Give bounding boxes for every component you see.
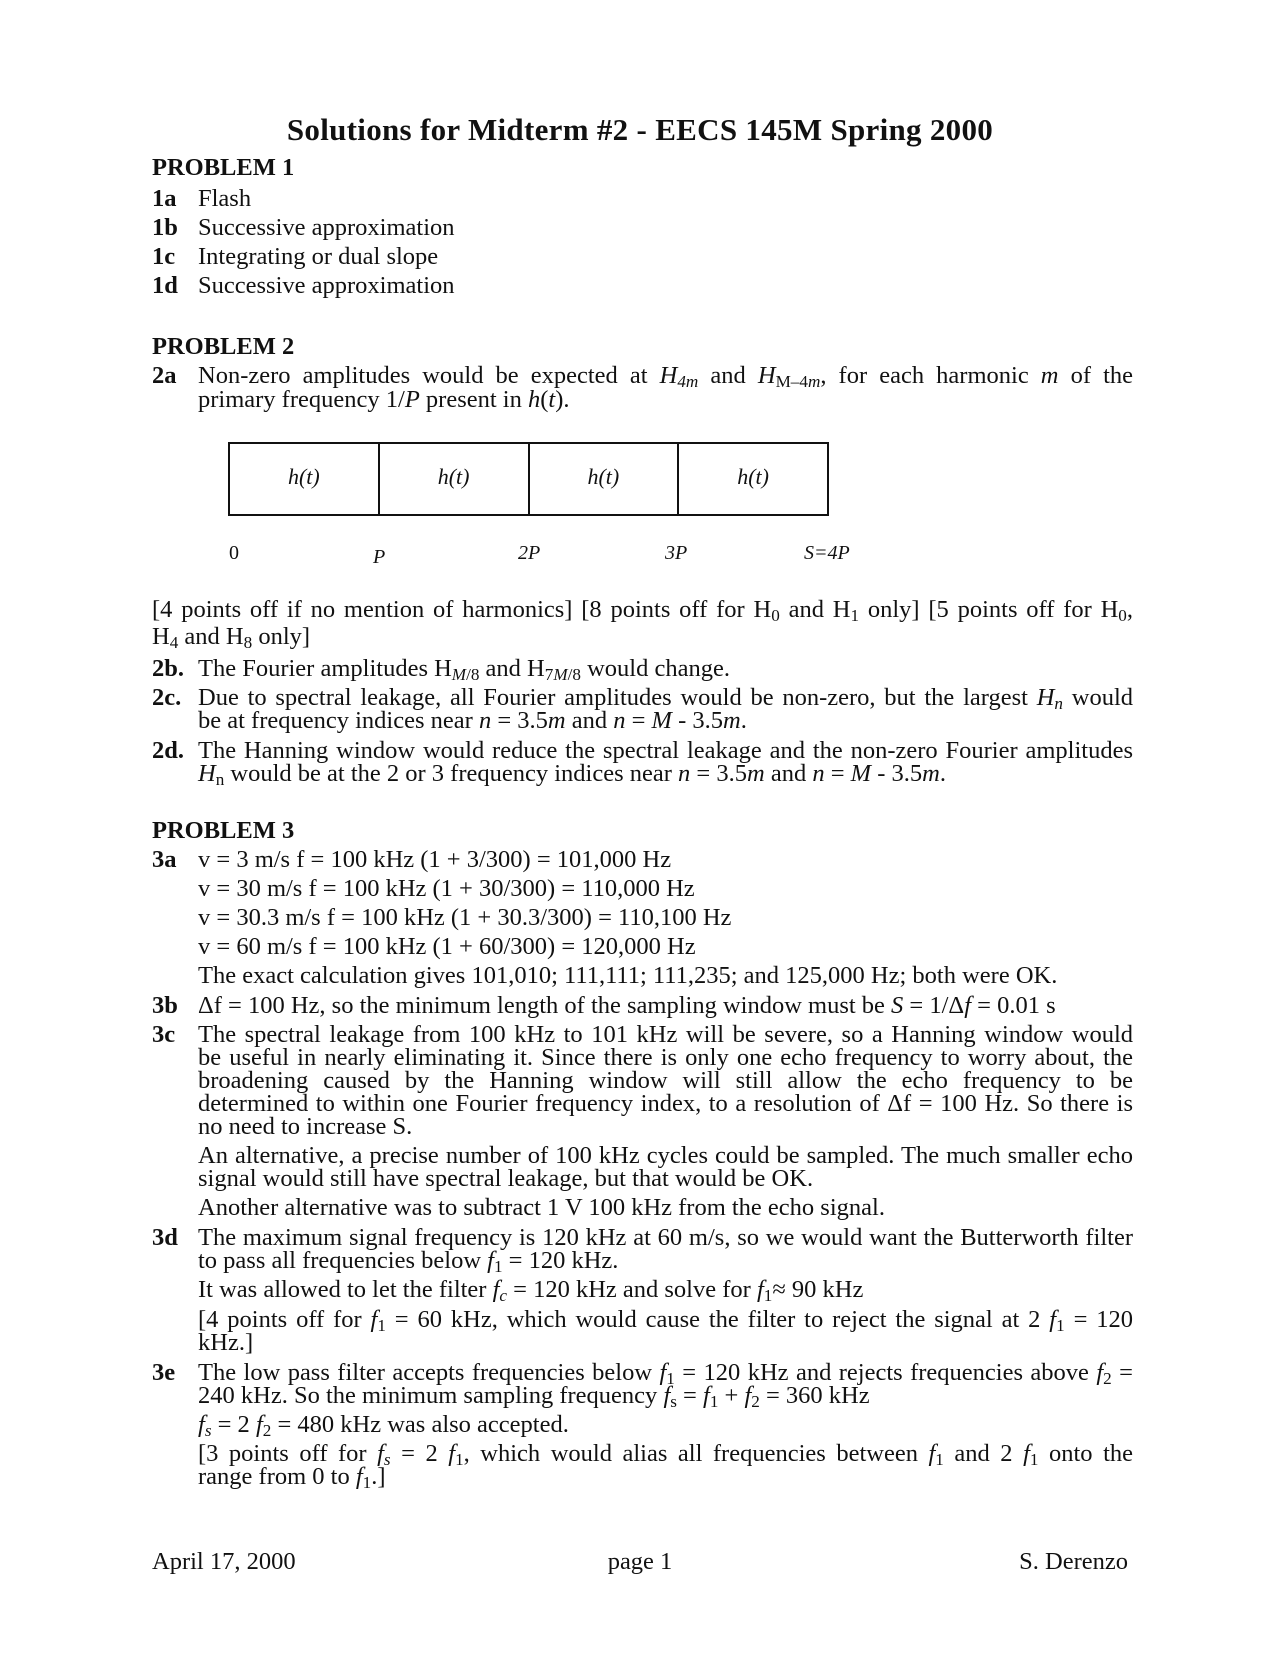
calc-line: v = 3 m/s f = 100 kHz (1 + 3/300) = 101,000 Hz — [198, 846, 672, 873]
item-text: Successive approximation — [198, 272, 455, 299]
paragraph-line: Non-zero amplitudes would be expected at $H_{4m}$ and $H_{M-4m}$, for each harmonic m of the — [198, 362, 1133, 391]
diagram-cell — [530, 444, 680, 514]
paragraph-line: to pass all frequencies below $f_1 = 120$ kHz. — [198, 1247, 619, 1276]
calc-line: v = 60 m/s f = 100 kHz (1 + 60/300) = 120,000 Hz — [198, 933, 696, 960]
paragraph-line: Δf = 100 Hz, so the minimum length of the sampling window must be S = 1/Δf = 0.01 s — [198, 992, 1056, 1019]
diagram-cell — [679, 444, 827, 514]
item-label: 1c — [152, 243, 176, 270]
paragraph-line: It was allowed to let the filter $f_c = 120$ kHz and solve for $f_1\approx 90$ kHz — [198, 1276, 864, 1305]
calc-line: The exact calculation gives 101,010; 111,111; 111,235; and 125,000 Hz; both were OK. — [198, 962, 1058, 989]
paragraph-line: [3 points off for $f_s = 2$ $f_1$, which would alias all frequencies between $f_1$ and 2 $f_1$ onto the — [198, 1440, 1134, 1469]
paragraph-line: broadening caused by the Hanning window will still allow the echo frequency to be — [198, 1067, 1133, 1094]
calc-line: v = 30.3 m/s f = 100 kHz (1 + 30.3/300) = 110,100 Hz — [198, 904, 732, 931]
paragraph-line: no need to increase S. — [198, 1113, 413, 1140]
paragraph-line: The maximum signal frequency is 120 kHz at 60 m/s, so we would want the Butterworth filter — [198, 1224, 1133, 1251]
problem-3-heading: PROBLEM 3 — [152, 817, 295, 844]
cell-label: h(t) — [287, 464, 320, 489]
diagram-cell — [380, 444, 530, 514]
paragraph-line: [4 points off for $f_1 = 60$ kHz, which would cause the filter to reject the signal at 2 $f_1 = 120$ — [198, 1306, 1134, 1335]
item-label: 3e — [152, 1359, 176, 1386]
axis-tick-label: 0 — [229, 542, 239, 564]
paragraph-line: range from 0 to $f_1$.] — [198, 1463, 386, 1492]
paragraph-line: $f_s = 2$ $f_2 = 480$ kHz was also accepted. — [198, 1411, 569, 1440]
cell-label: h(t) — [437, 464, 470, 489]
item-label: 2a — [152, 362, 177, 389]
footer-author: S. Derenzo — [1019, 1548, 1128, 1575]
paragraph-line: The spectral leakage from 100 kHz to 101 kHz will be severe, so a Hanning window would — [198, 1021, 1133, 1048]
item-label: 3d — [152, 1224, 178, 1251]
paragraph-line: be useful in nearly eliminating it. Since there is only one echo frequency to worry about, the — [198, 1044, 1133, 1071]
paragraph-line: Another alternative was to subtract 1 V 100 kHz from the echo signal. — [198, 1194, 885, 1221]
paragraph-line: primary frequency 1/P present in h(t). — [198, 386, 570, 413]
item-text: Successive approximation — [198, 214, 455, 241]
item-label: 2c. — [152, 684, 182, 711]
item-label: 3c — [152, 1021, 176, 1048]
item-label: 3a — [152, 846, 177, 873]
item-text: Flash — [198, 185, 252, 212]
paragraph-line: 240 kHz. So the minimum sampling frequency $f_s = f_1 + f_2 = 360$ kHz — [198, 1382, 870, 1411]
paragraph-line: $H_n$ would be at the 2 or 3 frequency indices near n = 3.5m and n = M - 3.5m. — [198, 760, 946, 789]
grading-note: $H_4$ and $H_8$ only] — [152, 623, 311, 652]
cell-label: h(t) — [587, 464, 620, 489]
item-label: 1b — [152, 214, 178, 241]
item-label: 3b — [152, 992, 178, 1019]
paragraph-line: kHz.] — [198, 1329, 254, 1356]
axis-tick-label: S=4P — [804, 542, 850, 564]
paragraph-line: An alternative, a precise number of 100 kHz cycles could be sampled. The much smaller echo — [198, 1142, 1133, 1169]
problem-1-heading: PROBLEM 1 — [152, 154, 295, 181]
page-number: page 1 — [607, 1548, 673, 1575]
item-label: 1d — [152, 272, 178, 299]
item-label: 2b. — [152, 655, 185, 682]
periodic-signal-diagram — [228, 442, 829, 516]
paragraph-line: The Hanning window would reduce the spectral leakage and the non-zero Fourier amplitudes — [198, 737, 1133, 764]
cell-label: h(t) — [737, 464, 769, 489]
item-text: Integrating or dual slope — [198, 243, 439, 270]
paragraph-line: be at frequency indices near n = 3.5m and n = M - 3.5m. — [198, 707, 747, 734]
paragraph-line: The low pass filter accepts frequencies below $f_1 = 120$ kHz and rejects frequencies above $f_2$ = — [198, 1359, 1133, 1388]
paragraph-line: Due to spectral leakage, all Fourier amplitudes would be non-zero, but the largest $H_n$ would — [198, 684, 1133, 713]
paragraph-line: signal would still have spectral leakage, but that would be OK. — [198, 1165, 814, 1192]
page-title: Solutions for Midterm #2 - EECS 145M Spring 2000 — [286, 112, 994, 147]
item-label: 2d. — [152, 737, 185, 764]
axis-tick-label: 2P — [518, 542, 541, 564]
axis-tick-label: P — [373, 546, 386, 568]
calc-line: v = 30 m/s f = 100 kHz (1 + 30/300) = 110,000 Hz — [198, 875, 695, 902]
axis-tick-label: 3P — [665, 542, 688, 564]
paragraph-line: determined to within one Fourier frequency index, to a resolution of Δf = 100 Hz. So there is — [198, 1090, 1133, 1117]
item-label: 1a — [152, 185, 177, 212]
footer-date: April 17, 2000 — [152, 1548, 296, 1575]
problem-2-heading: PROBLEM 2 — [152, 333, 295, 360]
diagram-cell — [230, 444, 380, 514]
paragraph-line: The Fourier amplitudes $H_{M/8}$ and $H_{7M/8}$ would change. — [198, 655, 730, 684]
grading-note: [4 points off if no mention of harmonics] [8 points off for $H_0$ and $H_1$ only] [5 points off for $H_0$, — [152, 596, 1133, 625]
